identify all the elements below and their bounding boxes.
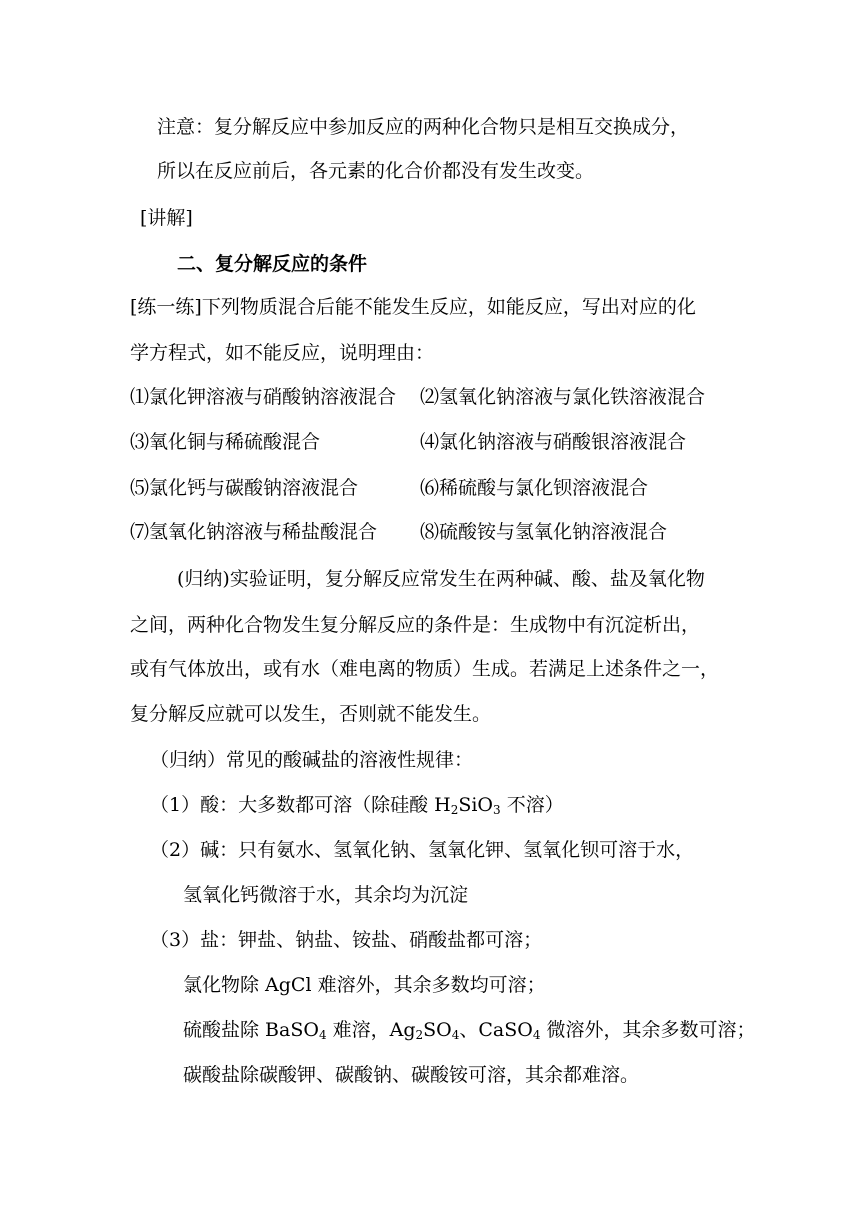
summary-line-1: (归纳)实验证明，复分解反应常发生在两种碱、酸、盐及氧化物 — [177, 568, 705, 590]
acid-sub-1: 2 — [450, 803, 459, 817]
exercise-item-3: ⑶氧化铜与稀硫酸混合 — [130, 431, 321, 453]
solubility-salt-line-1: （3）盐：钾盐、钠盐、铵盐、硝酸盐都可溶； — [150, 929, 543, 951]
sulfate-sub-4: 4 — [532, 1028, 541, 1042]
acid-text-2: SiO — [458, 794, 494, 816]
summary-line-3: 或有气体放出，或有水（难电离的物质）生成。若满足上述条件之一， — [130, 658, 720, 680]
exercise-item-4: ⑷氯化钠溶液与硝酸银溶液混合 — [420, 431, 687, 453]
sulfate-text-1: 硫酸盐除 BaSO — [183, 1019, 319, 1041]
exercise-item-5: ⑸氯化钙与碳酸钠溶液混合 — [130, 477, 359, 499]
section-heading: 二、复分解反应的条件 — [177, 253, 368, 275]
sulfate-sub-2: 2 — [415, 1028, 424, 1042]
sulfate-text-4: 、CaSO — [459, 1019, 533, 1041]
solubility-acid — [150, 796, 564, 815]
acid-text-3: 不溶） — [500, 794, 564, 816]
acid-sub-2: 3 — [493, 803, 501, 817]
exercise-line-1: [练一练]下列物质混合后能不能发生反应，如能反应，写出对应的化 — [130, 296, 696, 318]
sulfate-text-2: 难溶，Ag — [326, 1019, 416, 1041]
summary-line-2: 之间，两种化合物发生复分解反应的条件是：生成物中有沉淀析出， — [130, 614, 701, 636]
exercise-item-8: ⑻硫酸铵与氢氧化钠溶液混合 — [420, 521, 668, 543]
sulfate-text-3: SO — [423, 1019, 452, 1041]
sulfate-sub-1: 4 — [318, 1028, 327, 1042]
exercise-line-2: 学方程式，如不能反应，说明理由： — [130, 342, 435, 364]
solubility-base-line-2: 氢氧化钙微溶于水，其余均为沉淀 — [183, 884, 469, 906]
note-line-2: 所以在反应前后，各元素的化合价都没有发生改变。 — [157, 160, 595, 182]
note-line-1: 注意：复分解反应中参加反应的两种化合物只是相互交换成分， — [157, 116, 690, 138]
solubility-sulfate — [183, 1021, 756, 1040]
sulfate-text-5: 微溶外，其余多数可溶； — [540, 1019, 756, 1041]
sulfate-sub-3: 4 — [451, 1028, 460, 1042]
solubility-base-line-1: （2）碱：只有氨水、氢氧化钠、氢氧化钾、氢氧化钡可溶于水， — [150, 839, 695, 861]
summary-line-4: 复分解反应就可以发生，否则就不能发生。 — [130, 703, 492, 725]
exercise-item-1: ⑴氯化钾溶液与硝酸钠溶液混合 — [130, 386, 397, 408]
lecture-label: [讲解] — [140, 207, 193, 229]
solubility-chloride: 氯化物除 AgCl 难溶外，其余多数均可溶； — [183, 974, 546, 996]
solubility-carbonate: 碳酸盐除碳酸钾、碳酸钠、碳酸铵可溶，其余都难溶。 — [183, 1064, 640, 1086]
exercise-item-7: ⑺氢氧化钠溶液与稀盐酸混合 — [130, 521, 378, 543]
exercise-item-2: ⑵氢氧化钠溶液与氯化铁溶液混合 — [420, 386, 706, 408]
solubility-heading: （归纳）常见的酸碱盐的溶液性规律： — [150, 749, 474, 771]
exercise-item-6: ⑹稀硫酸与氯化钡溶液混合 — [420, 477, 649, 499]
acid-text-1: （1）酸：大多数都可溶（除硅酸 H — [150, 794, 451, 816]
